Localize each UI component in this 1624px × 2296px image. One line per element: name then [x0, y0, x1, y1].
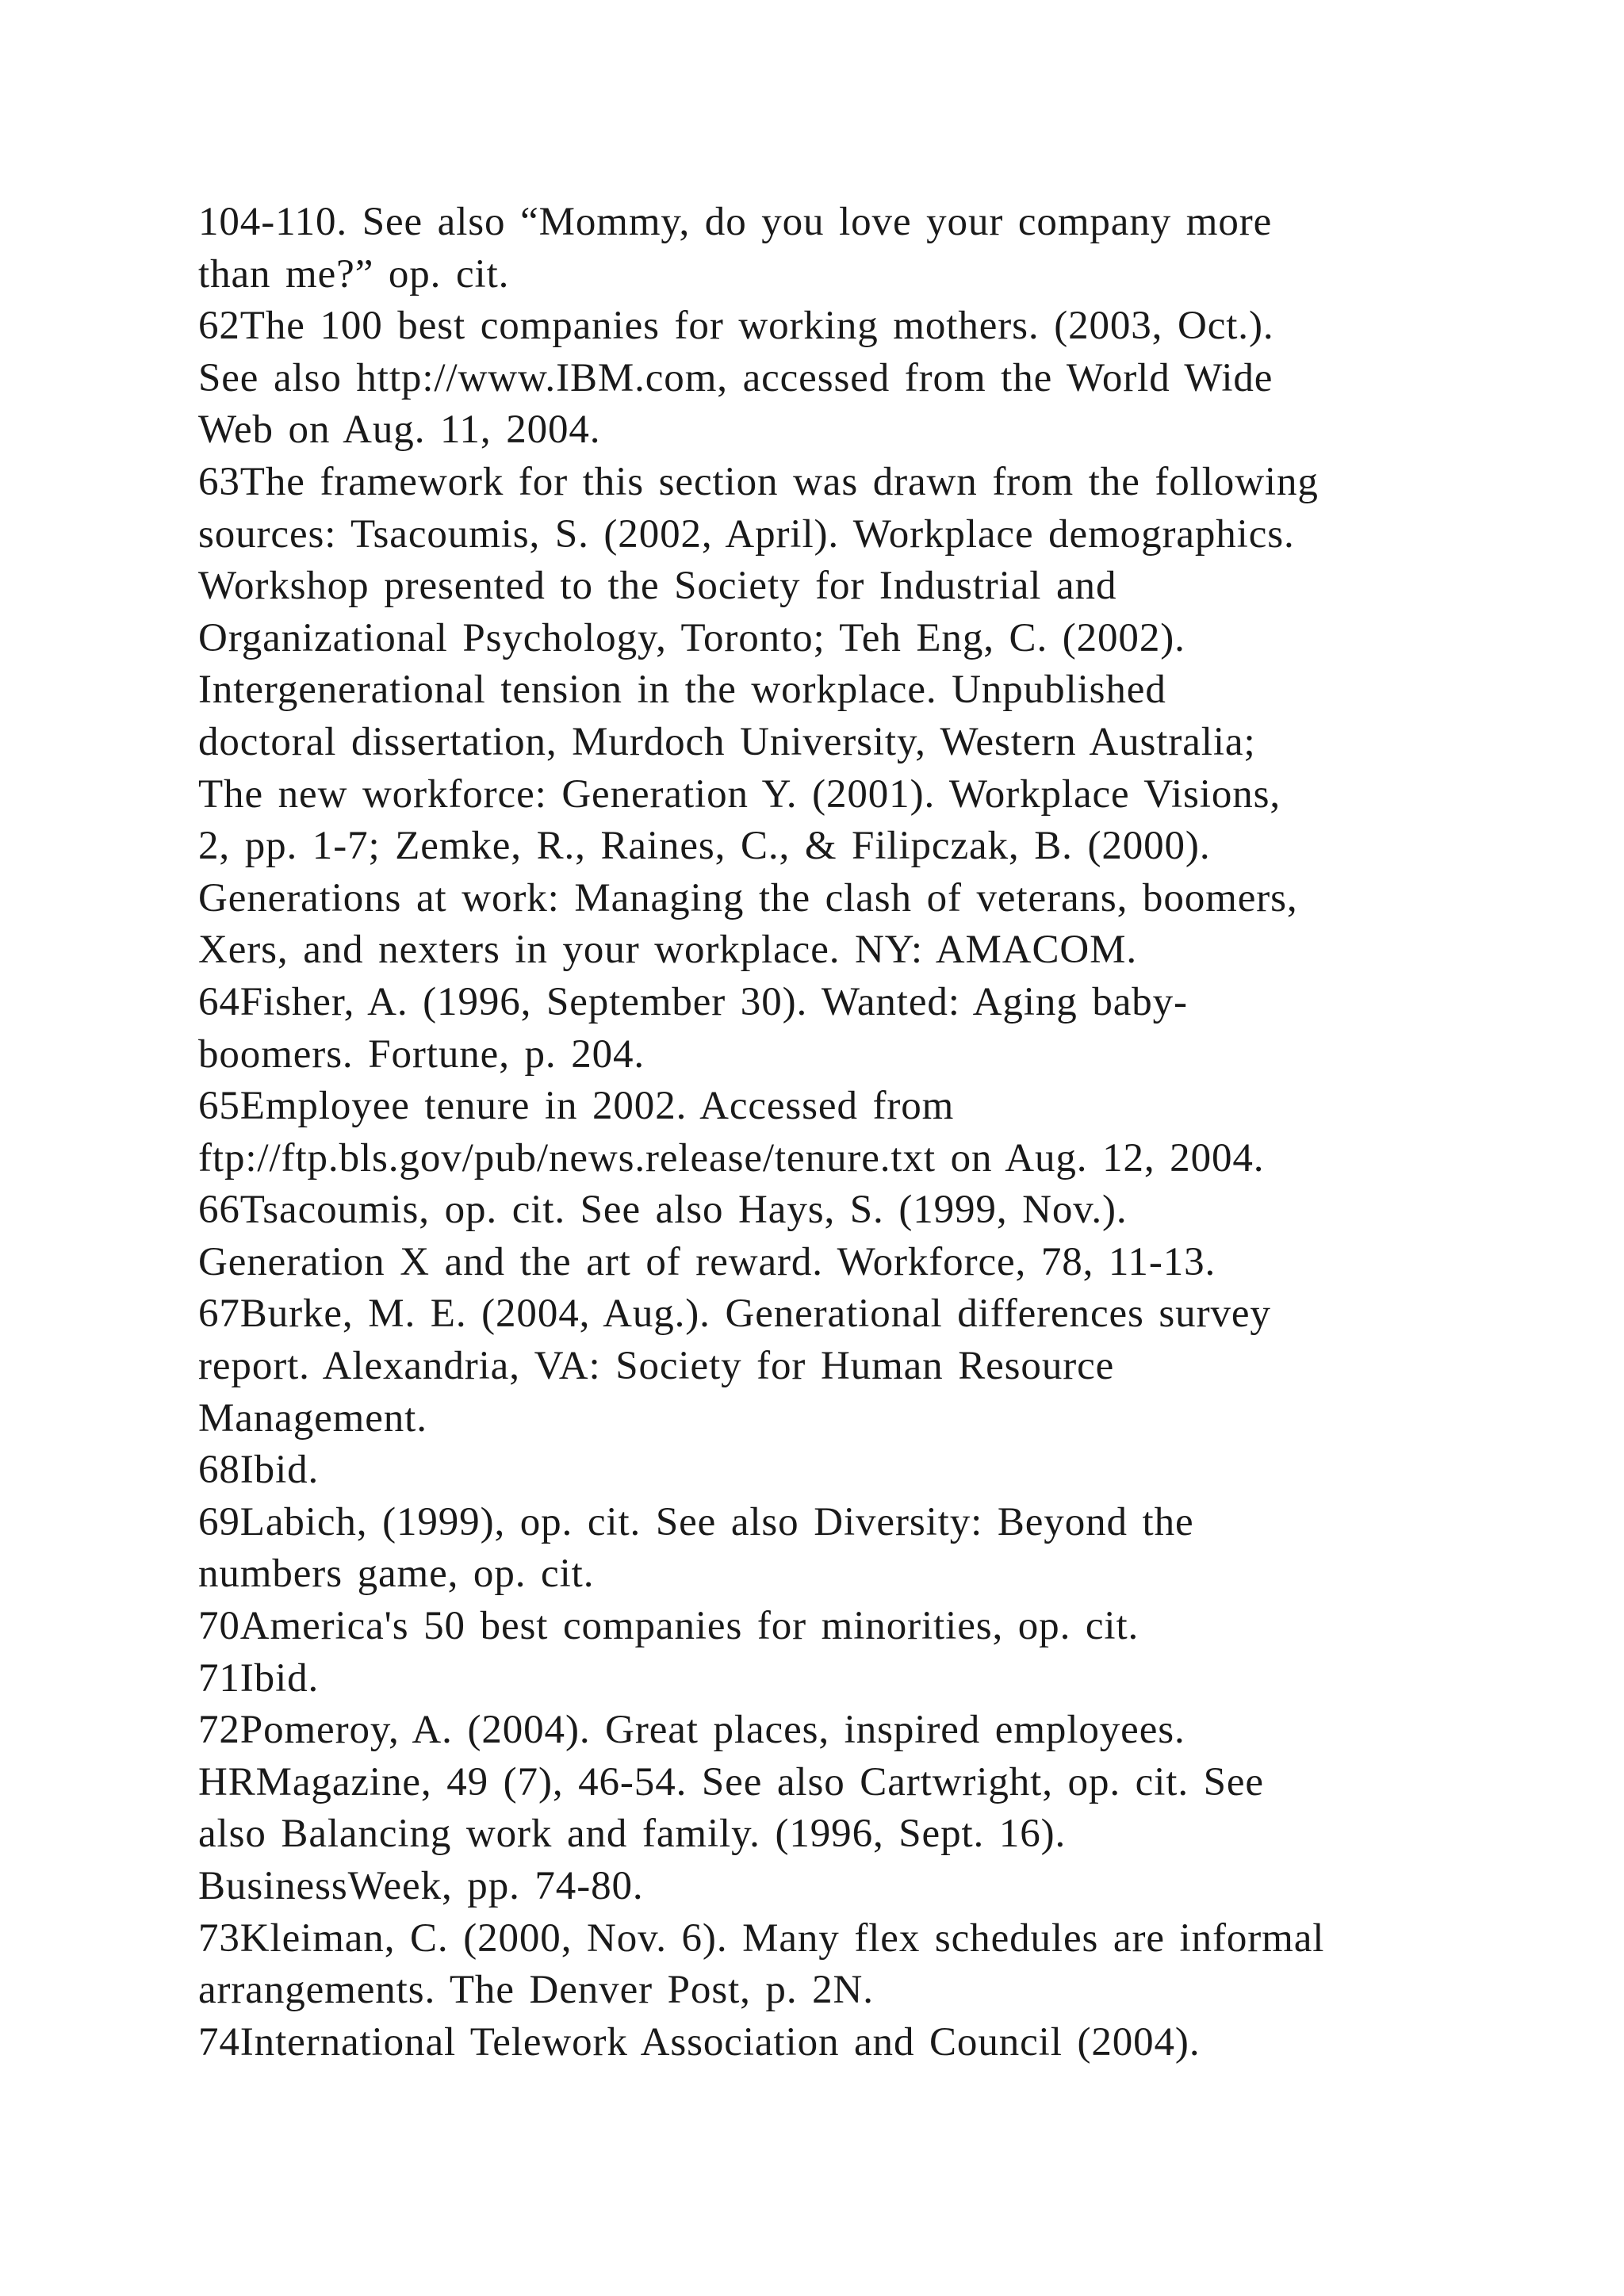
text-line: Xers, and nexters in your workplace. NY: AMACOM. [198, 928, 1137, 973]
text-line: HRMagazine, 49 (7), 46-54. See also Cartwright, op. cit. See [198, 1759, 1264, 1804]
text-line: than me?” op. cit. [198, 251, 510, 297]
text-line: Generation X and the art of reward. Workforce, 78, 11-13. [198, 1239, 1216, 1284]
text-line: The new workforce: Generation Y. (2001). Workplace Visions, [198, 771, 1281, 817]
text-line: Web on Aug. 11, 2004. [198, 408, 601, 453]
text-line: doctoral dissertation, Murdoch University, Western Australia; [198, 719, 1256, 764]
text-line: 104-110. See also “Mommy, do you love your company more [198, 200, 1273, 244]
text-line: also Balancing work and family. (1996, Sept. 16). [198, 1812, 1067, 1857]
text-line: 63The framework for this section was drawn from the following [198, 459, 1319, 504]
text-line: See also http://www.IBM.com, accessed from the World Wide [198, 355, 1274, 400]
text-line: sources: Tsacoumis, S. (2002, April). Workplace demographics. [198, 511, 1295, 557]
text-line: 71Ibid. [198, 1655, 320, 1701]
text-line: Organizational Psychology, Toronto; Teh Eng, C. (2002). [198, 615, 1185, 660]
document-page [198, 197, 1507, 2068]
text-line: 68Ibid. [198, 1448, 320, 1493]
text-line: 62The 100 best companies for working mothers. (2003, Oct.). [198, 304, 1274, 349]
text-line: 70America's 50 best companies for minorities, op. cit. [198, 1604, 1139, 1649]
text-line: report. Alexandria, VA: Society for Human Resource [198, 1344, 1115, 1389]
text-line: Workshop presented to the Society for Industrial and [198, 564, 1117, 609]
text-line: 65Employee tenure in 2002. Accessed from [198, 1084, 955, 1129]
text-line: arrangements. The Denver Post, p. 2N. [198, 1968, 874, 2013]
text-line: 67Burke, M. E. (2004, Aug.). Generational differences survey [198, 1292, 1271, 1337]
text-line: 72Pomeroy, A. (2004). Great places, inspired employees. [198, 1708, 1185, 1753]
text-line: 66Tsacoumis, op. cit. See also Hays, S. (1999, Nov.). [198, 1188, 1128, 1233]
text-line: numbers game, op. cit. [198, 1552, 595, 1597]
text-line: Management. [198, 1395, 427, 1441]
text-line: 2, pp. 1-7; Zemke, R., Raines, C., & Filipczak, B. (2000). [198, 824, 1211, 869]
text-line: ftp://ftp.bls.gov/pub/news.release/tenure.txt on Aug. 12, 2004. [198, 1135, 1265, 1181]
text-line: boomers. Fortune, p. 204. [198, 1031, 645, 1077]
text-line: BusinessWeek, pp. 74-80. [198, 1864, 644, 1908]
text-line: 69Labich, (1999), op. cit. See also Diversity: Beyond the [198, 1499, 1194, 1544]
text-line: 74International Telework Association and Council (2004). [198, 2019, 1201, 2064]
text-line: Generations at work: Managing the clash of veterans, boomers, [198, 875, 1298, 920]
text-line: Intergenerational tension in the workplace. Unpublished [198, 668, 1166, 713]
text-line: 64Fisher, A. (1996, September 30). Wanted: Aging baby- [198, 979, 1188, 1024]
text-line: 73Kleiman, C. (2000, Nov. 6). Many flex schedules are informal [198, 1915, 1325, 1961]
